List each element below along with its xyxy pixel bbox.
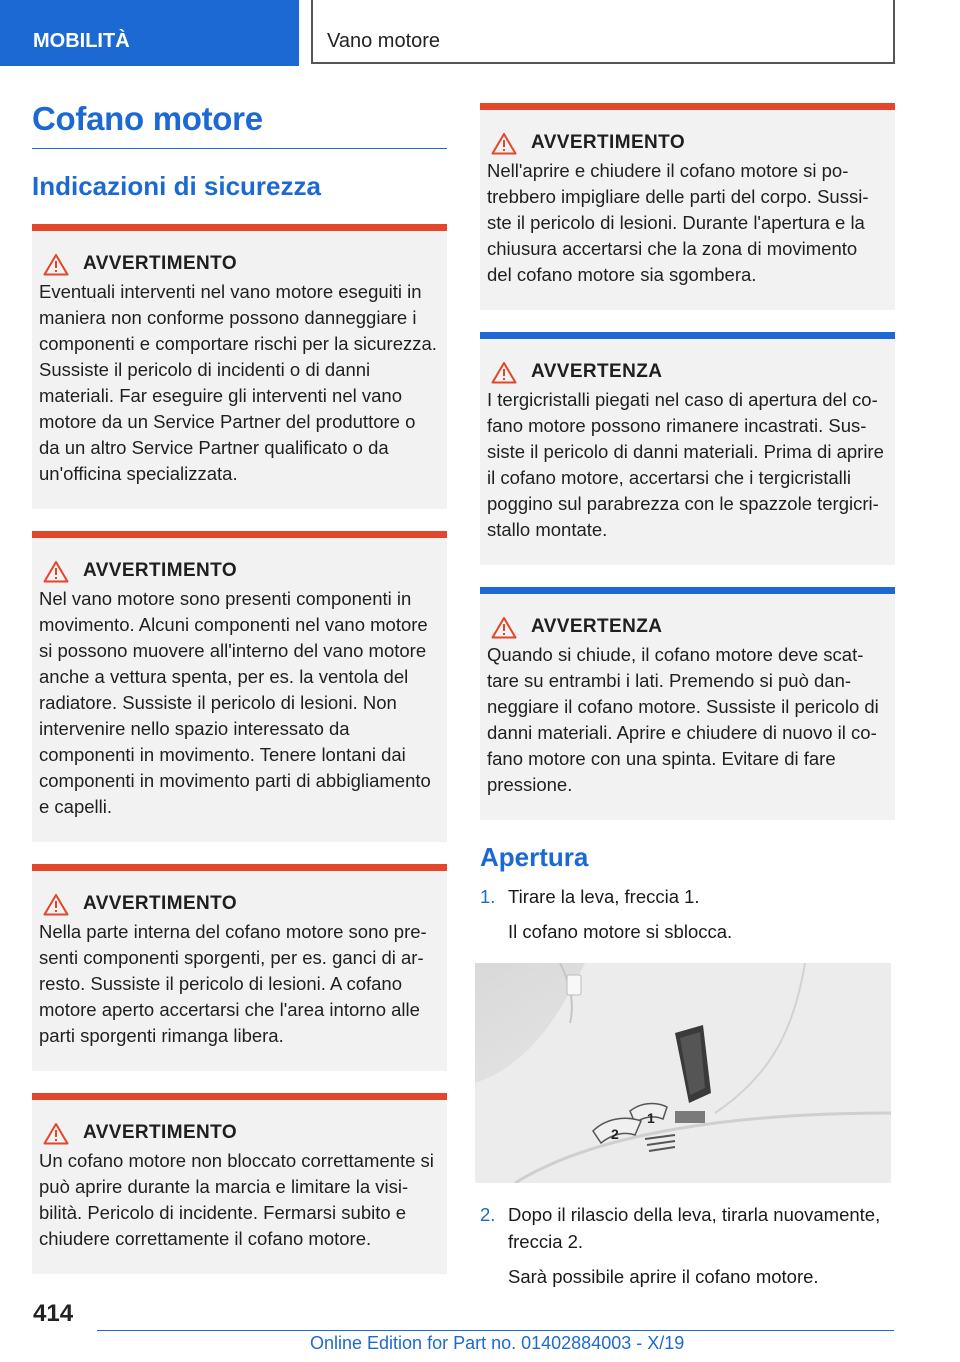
warning-triangle-icon: [43, 893, 69, 916]
warning-text: Nella parte interna del cofano motore sono presenti componenti sporgenti, per es. ganci di arresto. Sussiste il pericolo di lesioni. A cofano motore aperto accertarsi che l'area intorno alle parti sporgenti rimanga libera.: [39, 921, 427, 1046]
warning-text: Nell'aprire e chiudere il cofano motore si potrebbero impigliare delle parti del corpo. Sussiste il pericolo di lesioni. Durante l'apertura e la chiusura accertarsi che la zona di movimento del cofano motore sia sgombera.: [487, 160, 869, 285]
arrow-2-label: 2: [611, 1126, 619, 1142]
warning-triangle-icon: [491, 132, 517, 155]
step-result: Sarà possibile aprire il cofano motore.: [508, 1266, 819, 1287]
warning-title: AVVERTIMENTO: [83, 253, 237, 274]
warning-text: Un cofano motore non bloccato correttamente si può aprire durante la marcia e limitare la visibilità. Pericolo di incidente. Fermarsi subito e chiudere correttamente il cofano motore.: [39, 1150, 434, 1249]
section-tab: MOBILITÀ: [0, 0, 299, 66]
warning-triangle-icon: [491, 616, 517, 639]
step-number: 2.: [480, 1204, 496, 1225]
hood-release-illustration: [475, 963, 891, 1183]
warning-text: Nel vano motore sono presenti componenti in movimento. Alcuni componenti nel vano motore si possono muovere all'interno del vano motore anche a vettura spenta, per es. la ventola del radiatore. Sussiste il pericolo di lesioni. Non intervenire nello spazio interessato da componenti in movimento. Tenere lontani dai componenti in movimento parti di abbigliamento e capelli.: [39, 588, 431, 817]
notice-text: Quando si chiude, il cofano motore deve scattare su entrambi i lati. Premendo si può danneggiare il cofano motore. Sussiste il pericolo di danni materiali. Aprire e chiudere di nuovo il cofano motore con una spinta. Evitare di fare pressione.: [487, 644, 879, 795]
step-number: 1.: [480, 886, 496, 907]
warning-text: Eventuali interventi nel vano motore eseguiti in maniera non conforme possono danneggiare i componenti e comportare rischi per la sicurezza. Sussiste il pericolo di incidenti o di danni materiali. Far eseguire gli interventi nel vano motore da un Service Partner del produttore o da un altro Service Partner qualificato o da un'officina specializzata.: [39, 281, 437, 484]
warning-box: [32, 864, 447, 1071]
notice-box: [480, 332, 895, 565]
warning-title: AVVERTIMENTO: [83, 893, 237, 914]
warning-box: [32, 224, 447, 509]
page-header: [0, 0, 960, 66]
page-title: Cofano motore: [32, 100, 447, 149]
warning-title: AVVERTIMENTO: [83, 560, 237, 581]
step-result: Il cofano motore si sblocca.: [508, 921, 733, 942]
warning-triangle-icon: [43, 560, 69, 583]
warning-box: [32, 531, 447, 842]
section-title-safety: Indicazioni di sicurezza: [32, 171, 321, 201]
warning-triangle-icon: [43, 1122, 69, 1145]
left-column: [32, 100, 447, 1296]
right-column: [480, 103, 895, 1290]
page-number: 414: [33, 1300, 74, 1327]
step-text: Tirare la leva, freccia 1.: [508, 886, 700, 907]
step-text: Dopo il rilascio della leva, tirarla nuovamente, freccia 2.: [508, 1204, 881, 1252]
footer-divider: [97, 1330, 894, 1331]
arrow-1-label: 1: [647, 1110, 655, 1126]
notice-title: AVVERTENZA: [531, 616, 663, 637]
warning-box: [480, 103, 895, 310]
chapter-tab: Vano motore: [311, 0, 895, 64]
warning-box: [32, 1093, 447, 1274]
warning-title: AVVERTIMENTO: [531, 132, 685, 153]
warning-title: AVVERTIMENTO: [83, 1122, 237, 1143]
hood-release-lever-figure: [475, 963, 891, 1183]
list-item: [480, 1201, 895, 1255]
edition-note: Online Edition for Part no. 01402884003 - X/19: [310, 1333, 685, 1353]
notice-text: I tergicristalli piegati nel caso di apertura del cofano motore possono rimanere incastrati. Sussiste il pericolo di danni materiali. Prima di aprire il cofano motore, accertarsi che i tergicristalli poggino sul parabrezza con le spazzole tergicristallo montate.: [487, 389, 884, 540]
notice-box: [480, 587, 895, 820]
warning-triangle-icon: [43, 253, 69, 276]
section-title-opening: Apertura: [480, 842, 589, 872]
warning-triangle-icon: [491, 361, 517, 384]
list-item: [480, 883, 895, 910]
notice-title: AVVERTENZA: [531, 361, 663, 382]
